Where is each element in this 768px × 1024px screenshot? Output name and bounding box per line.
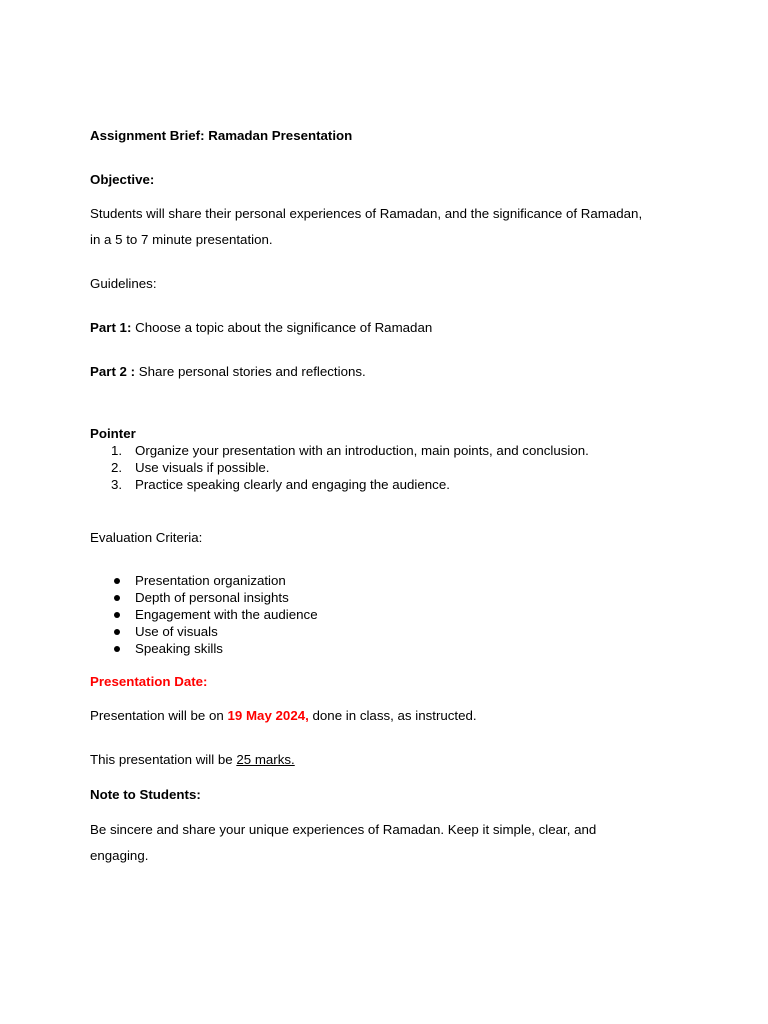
pointer-text: Organize your presentation with an introduction, main points, and conclusion. bbox=[135, 443, 589, 458]
criteria-text: Depth of personal insights bbox=[135, 590, 289, 605]
marks-prefix: This presentation will be bbox=[90, 752, 237, 767]
part-1-label: Part 1: bbox=[90, 320, 132, 335]
pointer-heading: Pointer bbox=[90, 426, 136, 441]
pointer-text: Practice speaking clearly and engaging the audience. bbox=[135, 477, 450, 492]
marks-value: 25 marks. bbox=[236, 752, 295, 767]
presentation-date-heading: Presentation Date: bbox=[90, 674, 208, 689]
pointer-number: 2. bbox=[111, 460, 123, 475]
evaluation-heading: Evaluation Criteria: bbox=[90, 530, 203, 545]
part-1-line bbox=[90, 320, 432, 336]
criteria-text: Speaking skills bbox=[135, 641, 223, 656]
pointer-text: Use visuals if possible. bbox=[135, 460, 270, 475]
presentation-date-value: 19 May 2024, bbox=[227, 708, 309, 723]
bullet-icon bbox=[114, 578, 120, 584]
bullet-icon bbox=[114, 629, 120, 635]
objective-text-line-2: in a 5 to 7 minute presentation. bbox=[90, 232, 273, 247]
document-title: Assignment Brief: Ramadan Presentation bbox=[90, 128, 353, 143]
part-2-text: Share personal stories and reflections. bbox=[135, 364, 366, 379]
part-2-label: Part 2 : bbox=[90, 364, 136, 379]
bullet-icon bbox=[114, 646, 120, 652]
note-text-line-2: engaging. bbox=[90, 848, 149, 863]
date-suffix: done in class, as instructed. bbox=[308, 708, 477, 723]
marks-line bbox=[90, 752, 295, 768]
criteria-text: Use of visuals bbox=[135, 624, 218, 639]
part-2-line bbox=[90, 364, 366, 380]
bullet-icon bbox=[114, 612, 120, 618]
pointer-number: 3. bbox=[111, 477, 123, 492]
note-text-line-1: Be sincere and share your unique experiences of Ramadan. Keep it simple, clear, and bbox=[90, 822, 597, 837]
presentation-date-line bbox=[90, 708, 477, 724]
note-heading: Note to Students: bbox=[90, 787, 201, 802]
part-1-text: Choose a topic about the significance of Ramadan bbox=[131, 320, 433, 335]
pointer-number: 1. bbox=[111, 443, 123, 458]
date-prefix: Presentation will be on bbox=[90, 708, 228, 723]
objective-text-line-1: Students will share their personal experiences of Ramadan, and the significance of Ramadan, bbox=[90, 206, 643, 221]
criteria-text: Engagement with the audience bbox=[135, 607, 318, 622]
guidelines-heading: Guidelines: bbox=[90, 276, 157, 291]
criteria-text: Presentation organization bbox=[135, 573, 286, 588]
bullet-icon bbox=[114, 595, 120, 601]
objective-heading: Objective: bbox=[90, 172, 155, 187]
